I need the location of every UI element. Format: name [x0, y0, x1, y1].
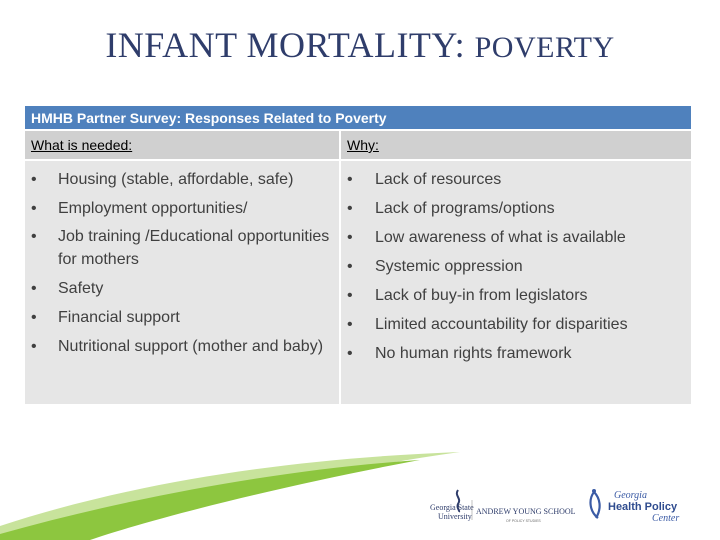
list-item	[341, 168, 691, 191]
list-item	[341, 284, 691, 307]
list-item	[341, 226, 691, 249]
ghpc-line1: Georgia	[614, 490, 647, 501]
list-item	[25, 225, 339, 271]
gsu-line1: Georgia State	[430, 503, 474, 512]
column-header-why: Why:	[339, 131, 691, 159]
table-body-row	[25, 161, 691, 404]
needed-list	[25, 168, 339, 358]
list-item	[341, 313, 691, 336]
list-item-text: Job training /Educational opportunities for mothers	[58, 228, 330, 268]
list-item-text: Low awareness of what is available	[375, 229, 626, 246]
ghpc-line2: Health Policy	[608, 501, 678, 513]
bullet: •	[31, 228, 37, 245]
list-item	[25, 306, 339, 329]
list-item-text: Housing (stable, affordable, safe)	[58, 171, 294, 188]
column-header-what-is-needed: What is needed:	[25, 131, 339, 159]
list-item	[25, 197, 339, 220]
georgia-state-university-logo	[428, 486, 576, 526]
bullet: •	[347, 287, 353, 304]
bullet: •	[31, 338, 37, 355]
bullet: •	[31, 309, 37, 326]
bullet: •	[347, 316, 353, 333]
list-item-text: Lack of buy-in from legislators	[375, 287, 588, 304]
list-item-text: Limited accountability for disparities	[375, 316, 628, 333]
column-header-row	[25, 131, 691, 161]
bullet: •	[31, 280, 37, 297]
list-item-text: No human rights framework	[375, 345, 572, 362]
list-item-text: Nutritional support (mother and baby)	[58, 338, 324, 355]
georgia-health-policy-center-logo	[584, 486, 694, 526]
bullet: •	[31, 200, 37, 217]
slide-title	[0, 24, 720, 66]
table-header: HMHB Partner Survey: Responses Related to Poverty	[25, 106, 691, 131]
why-cell	[339, 161, 691, 404]
bullet: •	[347, 200, 353, 217]
list-item	[25, 335, 339, 358]
bullet: •	[347, 345, 353, 362]
list-item	[341, 255, 691, 278]
gsu-line2: University	[438, 512, 472, 521]
needed-cell	[25, 161, 339, 404]
list-item-text: Financial support	[58, 309, 180, 326]
list-item	[25, 168, 339, 191]
list-item	[341, 342, 691, 365]
list-item	[25, 277, 339, 300]
bullet: •	[31, 171, 37, 188]
bullet: •	[347, 258, 353, 275]
list-item-text: Safety	[58, 280, 104, 297]
gsu-school: ANDREW YOUNG SCHOOL	[476, 507, 576, 516]
list-item-text: Systemic oppression	[375, 258, 523, 275]
why-list	[341, 168, 691, 365]
bullet: •	[347, 171, 353, 188]
slide-title-sub: POVERTY	[474, 31, 615, 64]
list-item	[341, 197, 691, 220]
slide-title-main: INFANT MORTALITY:	[105, 25, 466, 65]
bullet: •	[347, 229, 353, 246]
list-item-text: Employment opportunities/	[58, 200, 248, 217]
list-item-text: Lack of resources	[375, 171, 502, 188]
ghpc-line3: Center	[652, 513, 680, 524]
list-item-text: Lack of programs/options	[375, 200, 555, 217]
survey-table	[25, 106, 691, 404]
gsu-tag: OF POLICY STUDIES	[506, 519, 541, 523]
